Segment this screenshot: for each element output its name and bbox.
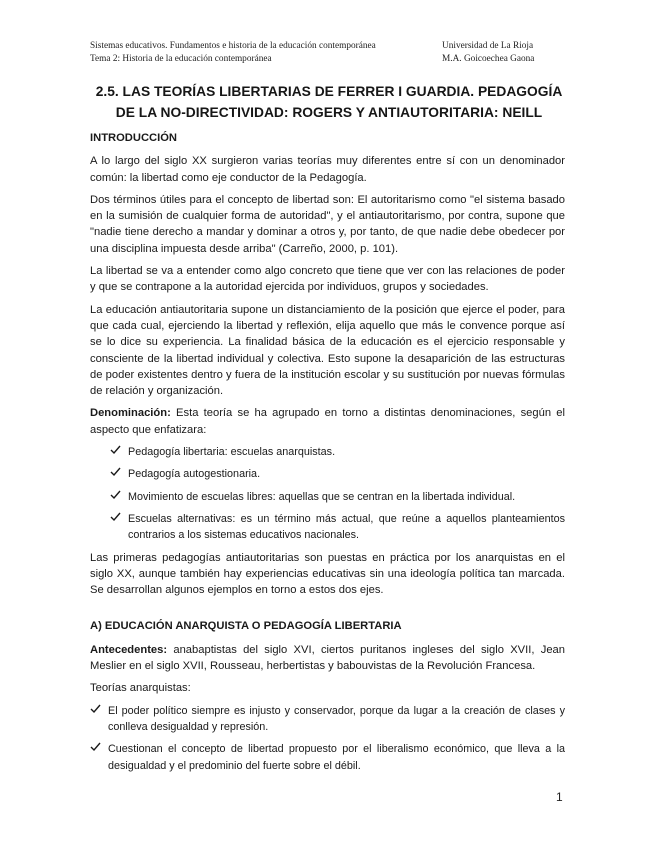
list-item-text: Movimiento de escuelas libres: aquellas que se centran en la libertada individual. xyxy=(128,490,516,503)
section-title-line2: DE LA NO-DIRECTIVIDAD: ROGERS Y ANTIAUTORITARIA: NEILL xyxy=(115,105,543,120)
intro-paragraph-4: La educación antiautoritaria supone un distanciamiento de la posición que ejerce el poder, para que cada cual, ejerciendo la libertad y reflexión, elija aquello que más le convence porque así se lo dice su experiencia. La finalidad básica de la educación es el ejercicio responsable y consciente de la libertad individual y colectiva. Esto supone la desaparición de las estructuras de poder existentes dentro y fuera de la institución escolar y su sustitución por nuevas fórmulas de relación y organización. xyxy=(90,303,565,398)
intro-paragraph-2: Dos términos útiles para el concepto de libertad son: El autoritarismo como "el sistema basado en la sumisión de cualquier forma de autoridad", y el antiautoritarismo, por contra, supone que "nadie tiene derecho a mandar y dominar a otros y, por tanto, de que nadie debe obedecer por una disciplina impuesta desde arriba" (Carreño, 2000, p. 101). xyxy=(90,193,565,255)
section-spacer xyxy=(90,604,565,618)
header-university: Universidad de La Rioja xyxy=(442,41,534,51)
antecedentes-text: anabaptistas del siglo XVI, ciertos puritanos ingleses del siglo XVII, Jean Meslier en el siglo XVII, Rousseau, herbertistas y babouvistas de la Revolución Francesa. xyxy=(90,643,565,673)
intro-paragraph-3: La libertad se va a entender como algo concreto que tiene que ver con las relaciones de poder y que se contrapone a la autoridad ejercida por individuos, grupos y sociedades. xyxy=(90,265,565,294)
list-item xyxy=(90,511,565,544)
list-item-text: El poder político siempre es injusto y conservador, porque da lugar a la creación de clases y conlleva desigualdad y represión. xyxy=(108,704,565,733)
list-item-text: Pedagogía libertaria: escuelas anarquistas. xyxy=(128,446,336,459)
list-item xyxy=(90,741,565,774)
page-number: 1 xyxy=(556,790,563,804)
section-a-heading: A) EDUCACIÓN ANARQUISTA O PEDAGOGÍA LIBERTARIA xyxy=(90,620,402,633)
check-icon xyxy=(110,511,122,527)
teorias-label: Teorías anarquistas: xyxy=(90,682,191,695)
denominacion-label: Denominación: xyxy=(90,407,171,420)
denominacion-list xyxy=(90,444,565,543)
list-item xyxy=(90,466,565,482)
list-item-text: Pedagogía autogestionaria. xyxy=(128,468,261,481)
denominacion-text: Esta teoría se ha agrupado en torno a distintas denominaciones, según el aspecto que enfatizara: xyxy=(90,407,565,436)
list-item xyxy=(90,489,565,505)
check-icon xyxy=(110,444,122,460)
header-topic: Tema 2: Historia de la educación contemporánea xyxy=(90,53,272,64)
document-body xyxy=(90,130,565,780)
antecedentes-paragraph xyxy=(90,642,565,675)
intro-paragraph-5: Las primeras pedagogías antiautoritarias son puestas en práctica por los anarquistas en el siglo XX, aunque también hay experiencias educativas sin una ideología política tan marcada. Se desarrollan algunos ejemplos en torno a estos dos ejes. xyxy=(90,551,565,597)
intro-heading: INTRODUCCIÓN xyxy=(90,132,178,144)
section-title xyxy=(88,81,570,123)
header-course-title: Sistemas educativos. Fundamentos e historia de la educación contemporánea xyxy=(90,41,376,51)
running-header xyxy=(90,40,570,65)
teorias-list xyxy=(90,703,565,774)
check-icon xyxy=(110,489,122,505)
check-icon xyxy=(110,466,122,482)
list-item-text: Escuelas alternativas: es un término más actual, que reúne a aquellos planteamientos contrarios a los sistemas educativos nacionales. xyxy=(128,512,565,542)
denominacion-paragraph xyxy=(90,405,565,438)
intro-paragraph-1: A lo largo del siglo XX surgieron varias teorías muy diferentes entre sí con un denominador común: la libertad como eje conductor de la Pedagogía. xyxy=(90,155,565,184)
check-icon xyxy=(90,741,102,757)
list-item xyxy=(90,703,565,736)
antecedentes-label: Antecedentes: xyxy=(90,643,168,656)
list-item-text: Cuestionan el concepto de libertad propuesto por el liberalismo económico, que lleva a la desigualdad y el predominio del fuerte sobre el débil. xyxy=(108,743,565,772)
header-author: M.A. Goicoechea Gaona xyxy=(442,53,535,64)
list-item xyxy=(90,444,565,460)
check-icon xyxy=(90,703,102,719)
section-title-line1: 2.5. LAS TEORÍAS LIBERTARIAS DE FERRER I GUARDIA. PEDAGOGÍA xyxy=(95,84,563,99)
